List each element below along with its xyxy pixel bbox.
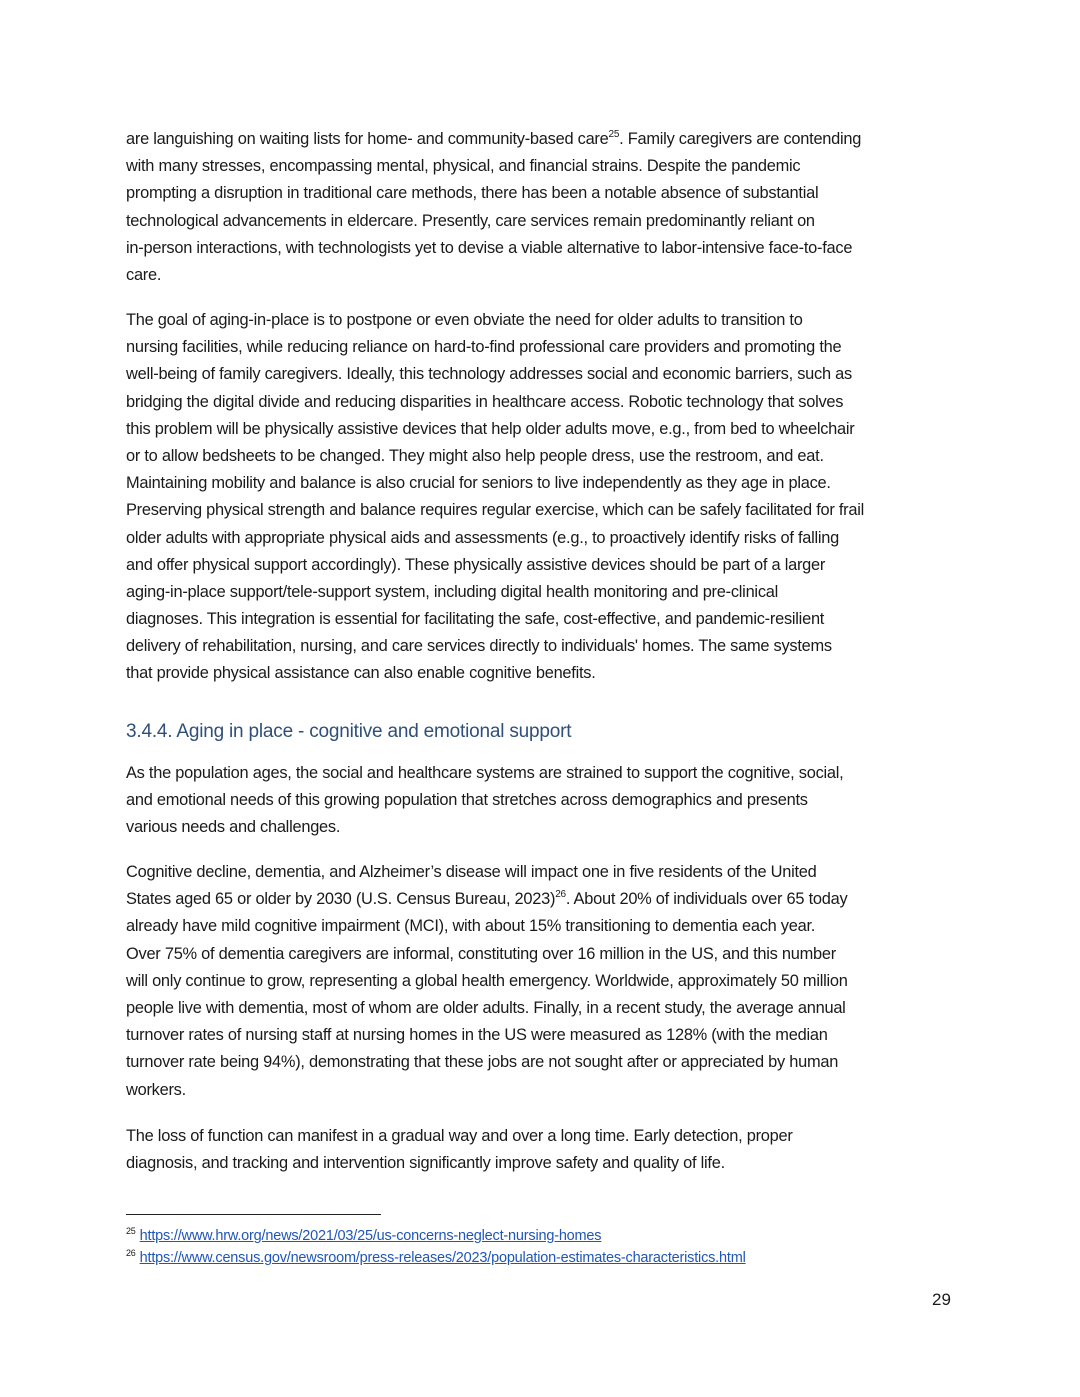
text-line xyxy=(126,180,966,207)
text-segment: are languishing on waiting lists for home- and community-based care xyxy=(126,130,609,148)
text-line xyxy=(126,787,966,814)
text-segment: older adults with appropriate physical aids and assessments (e.g., to proactively identify risks of falling xyxy=(126,528,840,547)
text-segment: aging-in-place support/tele-support system, including digital health monitoring and pre-clinical xyxy=(126,582,779,601)
text-segment: turnover rate being 94%), demonstrating that these jobs are not sought after or appreciated by human xyxy=(126,1053,839,1072)
text-line xyxy=(126,361,966,388)
text-segment: . Family caregivers are contending xyxy=(619,130,862,148)
text-segment: workers. xyxy=(126,1080,186,1099)
text-segment: diagnoses. This integration is essential for facilitating the safe, cost-effective, and pandemic-resilient xyxy=(126,610,825,629)
text-line xyxy=(126,941,966,968)
text-line xyxy=(126,1022,966,1049)
text-segment: The goal of aging-in-place is to postpone or even obviate the need for older adults to transition to xyxy=(126,311,803,329)
text-segment: Over 75% of dementia caregivers are informal, constituting over 16 million in the US, and this number xyxy=(126,944,836,963)
text-segment: various needs and challenges. xyxy=(126,818,341,837)
text-segment: turnover rates of nursing staff at nursing homes in the US were measured as 128% (with the median xyxy=(126,1026,828,1045)
text-line xyxy=(126,552,966,579)
footnote-number: 26 xyxy=(126,1248,136,1258)
text-line xyxy=(126,235,966,262)
text-segment: prompting a disruption in traditional care methods, there has been a notable absence of substantial xyxy=(126,184,819,203)
text-segment: in-person interactions, with technologists yet to devise a viable alternative to labor-intensive face-to-face xyxy=(126,238,853,257)
text-segment: diagnosis, and tracking and intervention significantly improve safety and quality of life. xyxy=(126,1154,725,1173)
text-segment: Cognitive decline, dementia, and Alzheimer’s disease will impact one in five residents of the United xyxy=(126,863,817,881)
text-line xyxy=(126,525,966,552)
paragraph-aging-in-place-goal xyxy=(126,307,966,688)
text-line xyxy=(126,1077,966,1104)
text-line xyxy=(126,208,966,235)
footnote-25 xyxy=(126,1228,601,1244)
text-line xyxy=(126,389,966,416)
text-line xyxy=(126,1049,966,1076)
text-segment: already have mild cognitive impairment (MCI), with about 15% transitioning to dementia each year. xyxy=(126,917,816,936)
footnote-number: 25 xyxy=(126,1226,136,1236)
footnote-26 xyxy=(126,1250,746,1266)
section-heading: 3.4.4. Aging in place - cognitive and emotional support xyxy=(126,721,572,742)
text-line xyxy=(126,814,966,841)
text-line xyxy=(126,995,966,1022)
text-segment: delivery of rehabilitation, nursing, and care services directly to individuals' homes. The same systems xyxy=(126,637,832,656)
page-number: 29 xyxy=(932,1290,951,1309)
text-line xyxy=(126,968,966,995)
text-segment: this problem will be physically assistive devices that help older adults move, e.g., from bed to wheelchair xyxy=(126,419,855,438)
text-segment: well-being of family caregivers. Ideally, this technology addresses social and economic barriers, such as xyxy=(126,365,852,384)
text-segment: As the population ages, the social and healthcare systems are strained to support the cognitive, social, xyxy=(126,764,844,782)
paragraph-cognitive-decline xyxy=(126,859,966,1104)
text-line xyxy=(126,1123,966,1150)
text-line xyxy=(126,579,966,606)
text-segment: . About 20% of individuals over 65 today xyxy=(565,890,848,909)
text-line xyxy=(126,633,966,660)
text-segment: bridging the digital divide and reducing disparities in healthcare access. Robotic technology that solves xyxy=(126,392,844,411)
text-line xyxy=(126,606,966,633)
text-segment: care. xyxy=(126,265,162,284)
text-segment: people live with dementia, most of whom are older adults. Finally, in a recent study, the average annual xyxy=(126,998,846,1017)
text-line xyxy=(126,497,966,524)
text-line xyxy=(126,859,966,886)
text-segment: and offer physical support accordingly). These physically assistive devices should be part of a larger xyxy=(126,555,826,574)
footnote-link[interactable]: https://www.hrw.org/news/2021/03/25/us-concerns-neglect-nursing-homes xyxy=(139,1228,602,1244)
text-segment: and emotional needs of this growing population that stretches across demographics and presents xyxy=(126,791,808,810)
text-segment: that provide physical assistance can also enable cognitive benefits. xyxy=(126,664,596,683)
paragraph-intro xyxy=(126,126,966,289)
text-segment: Preserving physical strength and balance requires regular exercise, which can be safely facilitated for frail xyxy=(126,501,865,520)
text-line xyxy=(126,1150,966,1177)
footnote-reference: 25 xyxy=(608,129,620,140)
text-segment: will only continue to grow, representing a global health emergency. Worldwide, approximately 50 million xyxy=(126,971,848,990)
text-segment: technological advancements in eldercare. Presently, care services remain predominantly reliant on xyxy=(126,211,815,230)
text-line xyxy=(126,262,966,289)
text-line xyxy=(126,470,966,497)
text-segment: with many stresses, encompassing mental, physical, and financial strains. Despite the pandemic xyxy=(126,157,801,176)
paragraph-loss-of-function xyxy=(126,1123,966,1177)
footnote-reference: 26 xyxy=(555,889,566,901)
text-line xyxy=(126,416,966,443)
footnote-link[interactable]: https://www.census.gov/newsroom/press-releases/2023/population-estimates-characteristics.html xyxy=(139,1250,746,1266)
footnote-separator xyxy=(126,1214,381,1215)
text-segment: States aged 65 or older by 2030 (U.S. Census Bureau, 2023) xyxy=(126,890,556,909)
text-line xyxy=(126,660,966,687)
text-line xyxy=(126,760,966,787)
text-line xyxy=(126,886,966,913)
text-line xyxy=(126,126,966,153)
text-line xyxy=(126,153,966,180)
text-line xyxy=(126,334,966,361)
text-segment: The loss of function can manifest in a gradual way and over a long time. Early detection, proper xyxy=(126,1127,793,1145)
text-segment: Maintaining mobility and balance is also crucial for seniors to live independently as they age in place. xyxy=(126,474,831,493)
text-segment: nursing facilities, while reducing reliance on hard-to-find professional care providers and promoting the xyxy=(126,338,842,357)
text-line xyxy=(126,443,966,470)
text-segment: or to allow bedsheets to be changed. They might also help people dress, use the restroom, and eat. xyxy=(126,446,824,465)
text-line xyxy=(126,307,966,334)
paragraph-population-ages xyxy=(126,760,966,842)
text-line xyxy=(126,913,966,940)
